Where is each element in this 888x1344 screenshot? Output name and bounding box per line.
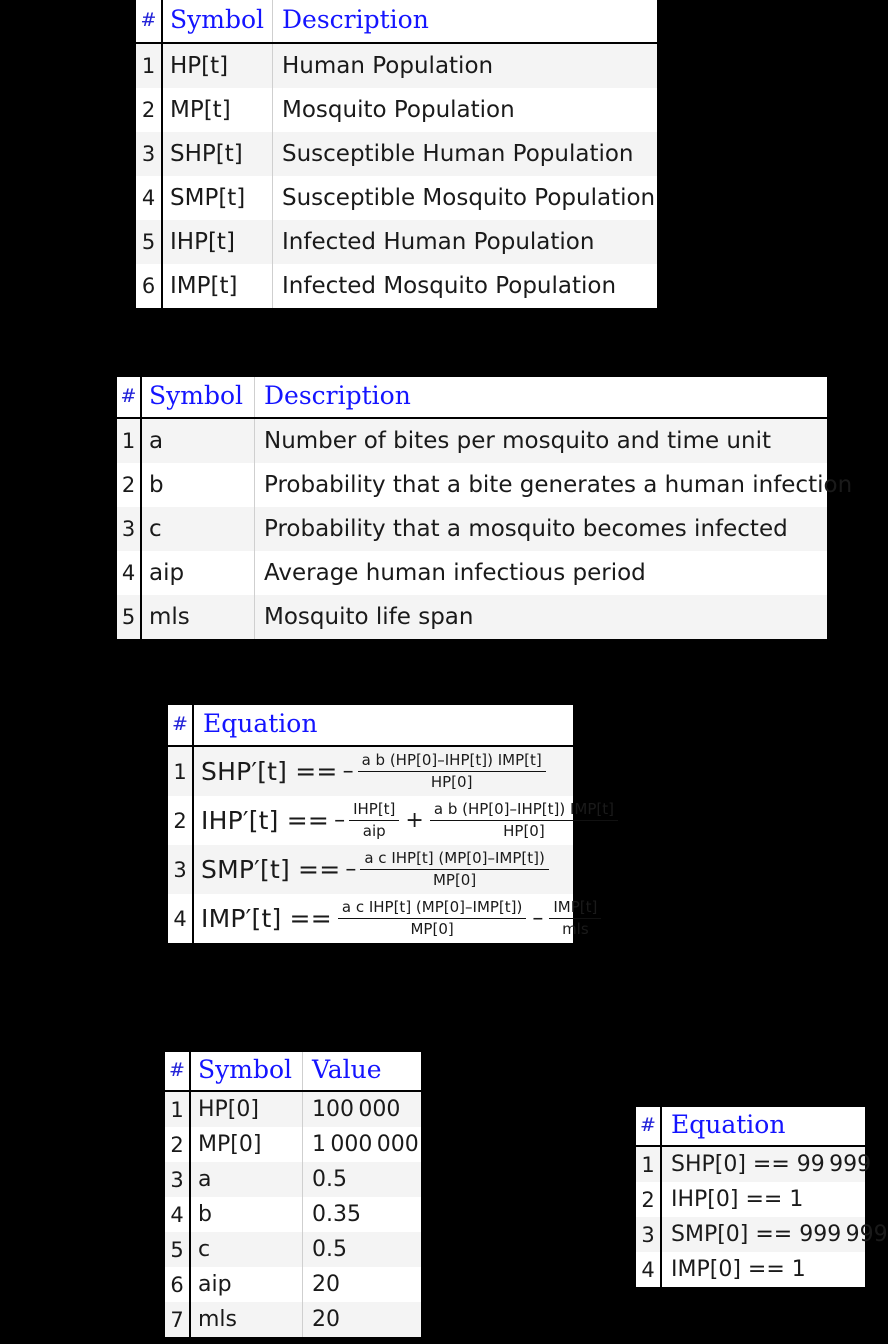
row-number: 2 [636,1182,661,1217]
row-number: 3 [636,1217,661,1252]
cell-symbol: c [141,507,255,551]
cell-equation: IMP[0] == 1 [661,1252,865,1287]
row-number: 5 [117,595,141,639]
table-row [117,507,827,551]
column-header-equation: Equation [661,1107,865,1146]
column-header-number: # [136,0,162,43]
row-number: 5 [136,220,162,264]
cell-description: Probability that a mosquito becomes infected [255,507,828,551]
row-number: 5 [165,1232,190,1267]
fraction-denominator: mls [562,920,589,938]
table-row [165,1197,421,1232]
table-row [136,132,657,176]
row-number: 6 [165,1267,190,1302]
table-row [165,1127,421,1162]
equation-expression [201,849,573,890]
table-header-row [165,1052,421,1091]
cell-value: 20 [303,1267,422,1302]
row-number: 2 [165,1127,190,1162]
row-number: 1 [168,746,193,796]
cell-symbol: aip [141,551,255,595]
fraction-numerator: a b (HP[0]–IHP[t]) IMP[t] [430,800,618,821]
column-header-symbol: Symbol [141,377,255,418]
cell-symbol: mls [141,595,255,639]
equation-lhs: SHP′[t] == [201,757,338,786]
cell-equation [193,746,573,796]
values-table [165,1052,421,1337]
cell-description: Susceptible Human Population [273,132,658,176]
fraction-numerator: IMP[t] [549,898,601,919]
table-row [165,1302,421,1337]
equation-expression [201,800,614,841]
equation-operator: – [532,906,544,931]
cell-symbol: HP[t] [162,43,273,88]
row-number: 1 [117,418,141,463]
table-row [636,1182,865,1217]
column-header-number: # [165,1052,190,1091]
row-number: 2 [136,88,162,132]
table-row [168,746,573,796]
cell-symbol: b [190,1197,303,1232]
table-row [636,1217,865,1252]
cell-equation [193,796,614,845]
fraction-numerator: a c IHP[t] (MP[0]–IMP[t]) [360,849,549,870]
equation-sign: – [342,759,354,784]
equation-expression [201,898,598,939]
row-number: 1 [636,1146,661,1182]
cell-value: 0.35 [303,1197,422,1232]
row-number: 4 [117,551,141,595]
fraction-numerator: IHP[t] [349,800,399,821]
row-number: 6 [136,264,162,308]
state-variables-table [136,0,657,308]
fraction-denominator: HP[0] [503,822,545,840]
column-header-equation: Equation [193,705,573,746]
column-header-number: # [168,705,193,746]
row-number: 4 [636,1252,661,1287]
cell-description: Number of bites per mosquito and time unit [255,418,828,463]
row-number: 7 [165,1302,190,1337]
fraction [430,800,618,841]
cell-symbol: a [141,418,255,463]
table-header-row [168,705,573,746]
table-row [636,1146,865,1182]
column-header-value: Value [303,1052,422,1091]
table-row [117,595,827,639]
row-number: 2 [168,796,193,845]
cell-description: Probability that a bite generates a human infection [255,463,828,507]
equation-sign: – [345,857,357,882]
equations-body [168,746,614,943]
table-row [636,1252,865,1287]
table-row [165,1232,421,1267]
fraction-denominator: aip [362,822,386,840]
row-number: 3 [136,132,162,176]
column-header-number: # [117,377,141,418]
fraction [549,898,601,939]
equation-lhs: SMP′[t] == [201,855,341,884]
equation-lhs: IHP′[t] == [201,806,330,835]
initial-conditions-body [636,1146,888,1287]
parameters-table [117,377,853,639]
cell-symbol: mls [190,1302,303,1337]
cell-symbol: IMP[t] [162,264,273,308]
cell-equation: IHP[0] == 1 [661,1182,865,1217]
cell-symbol: a [190,1162,303,1197]
table-row [117,551,827,595]
table-row [168,894,573,943]
table-row [117,463,827,507]
row-number: 4 [165,1197,190,1232]
fraction-numerator: a b (HP[0]–IHP[t]) IMP[t] [358,751,546,772]
table-row [168,845,573,894]
state-variables-body [136,43,657,308]
cell-value: 1 000 000 [303,1127,422,1162]
row-number: 3 [168,845,193,894]
cell-description: Average human infectious period [255,551,828,595]
fraction-denominator: MP[0] [432,871,477,889]
cell-value: 20 [303,1302,422,1337]
table-row [136,43,657,88]
cell-symbol: aip [190,1267,303,1302]
values-body [165,1091,421,1337]
fraction-denominator: MP[0] [410,920,454,938]
cell-symbol: c [190,1232,303,1267]
fraction-numerator: a c IHP[t] (MP[0]–IMP[t]) [338,898,527,919]
equation-operator: + [405,808,424,833]
table-row [136,88,657,132]
cell-description: Susceptible Mosquito Population [273,176,658,220]
table-row [136,220,657,264]
initial-conditions-table [636,1107,888,1287]
cell-symbol: HP[0] [190,1091,303,1127]
row-number: 3 [117,507,141,551]
table-row [165,1267,421,1302]
column-header-description: Description [255,377,828,418]
table-row [136,176,657,220]
table-row [117,418,827,463]
cell-value: 0.5 [303,1162,422,1197]
row-number: 4 [168,894,193,943]
cell-value: 100 000 [303,1091,422,1127]
row-number: 1 [136,43,162,88]
cell-symbol: SHP[t] [162,132,273,176]
fraction [349,800,399,841]
row-number: 2 [117,463,141,507]
row-number: 3 [165,1162,190,1197]
cell-symbol: SMP[t] [162,176,273,220]
column-header-symbol: Symbol [162,0,273,43]
table-row [168,796,573,845]
cell-equation [193,845,573,894]
cell-value: 0.5 [303,1232,422,1267]
table-row [136,264,657,308]
cell-description: Mosquito Population [273,88,658,132]
table-header-row [636,1107,865,1146]
cell-symbol: IHP[t] [162,220,273,264]
row-number: 1 [165,1091,190,1127]
fraction [360,849,549,890]
table-row [165,1162,421,1197]
fraction-denominator: HP[0] [430,773,473,791]
equation-expression [201,751,573,792]
column-header-description: Description [273,0,658,43]
parameters-body [117,418,853,639]
fraction [358,751,546,792]
cell-equation: SMP[0] == 999 999 [661,1217,865,1252]
equation-lhs: IMP′[t] == [201,904,332,933]
fraction [338,898,527,939]
cell-description: Human Population [273,43,658,88]
table-header-row [136,0,657,43]
cell-symbol: MP[0] [190,1127,303,1162]
cell-symbol: b [141,463,255,507]
cell-description: Infected Human Population [273,220,658,264]
equations-table [168,705,614,943]
cell-symbol: MP[t] [162,88,273,132]
column-header-symbol: Symbol [190,1052,303,1091]
equation-sign: – [334,808,346,833]
cell-equation: SHP[0] == 99 999 [661,1146,865,1182]
row-number: 4 [136,176,162,220]
cell-description: Mosquito life span [255,595,828,639]
cell-equation [193,894,598,943]
column-header-number: # [636,1107,661,1146]
cell-description: Infected Mosquito Population [273,264,658,308]
table-row [165,1091,421,1127]
table-header-row [117,377,827,418]
